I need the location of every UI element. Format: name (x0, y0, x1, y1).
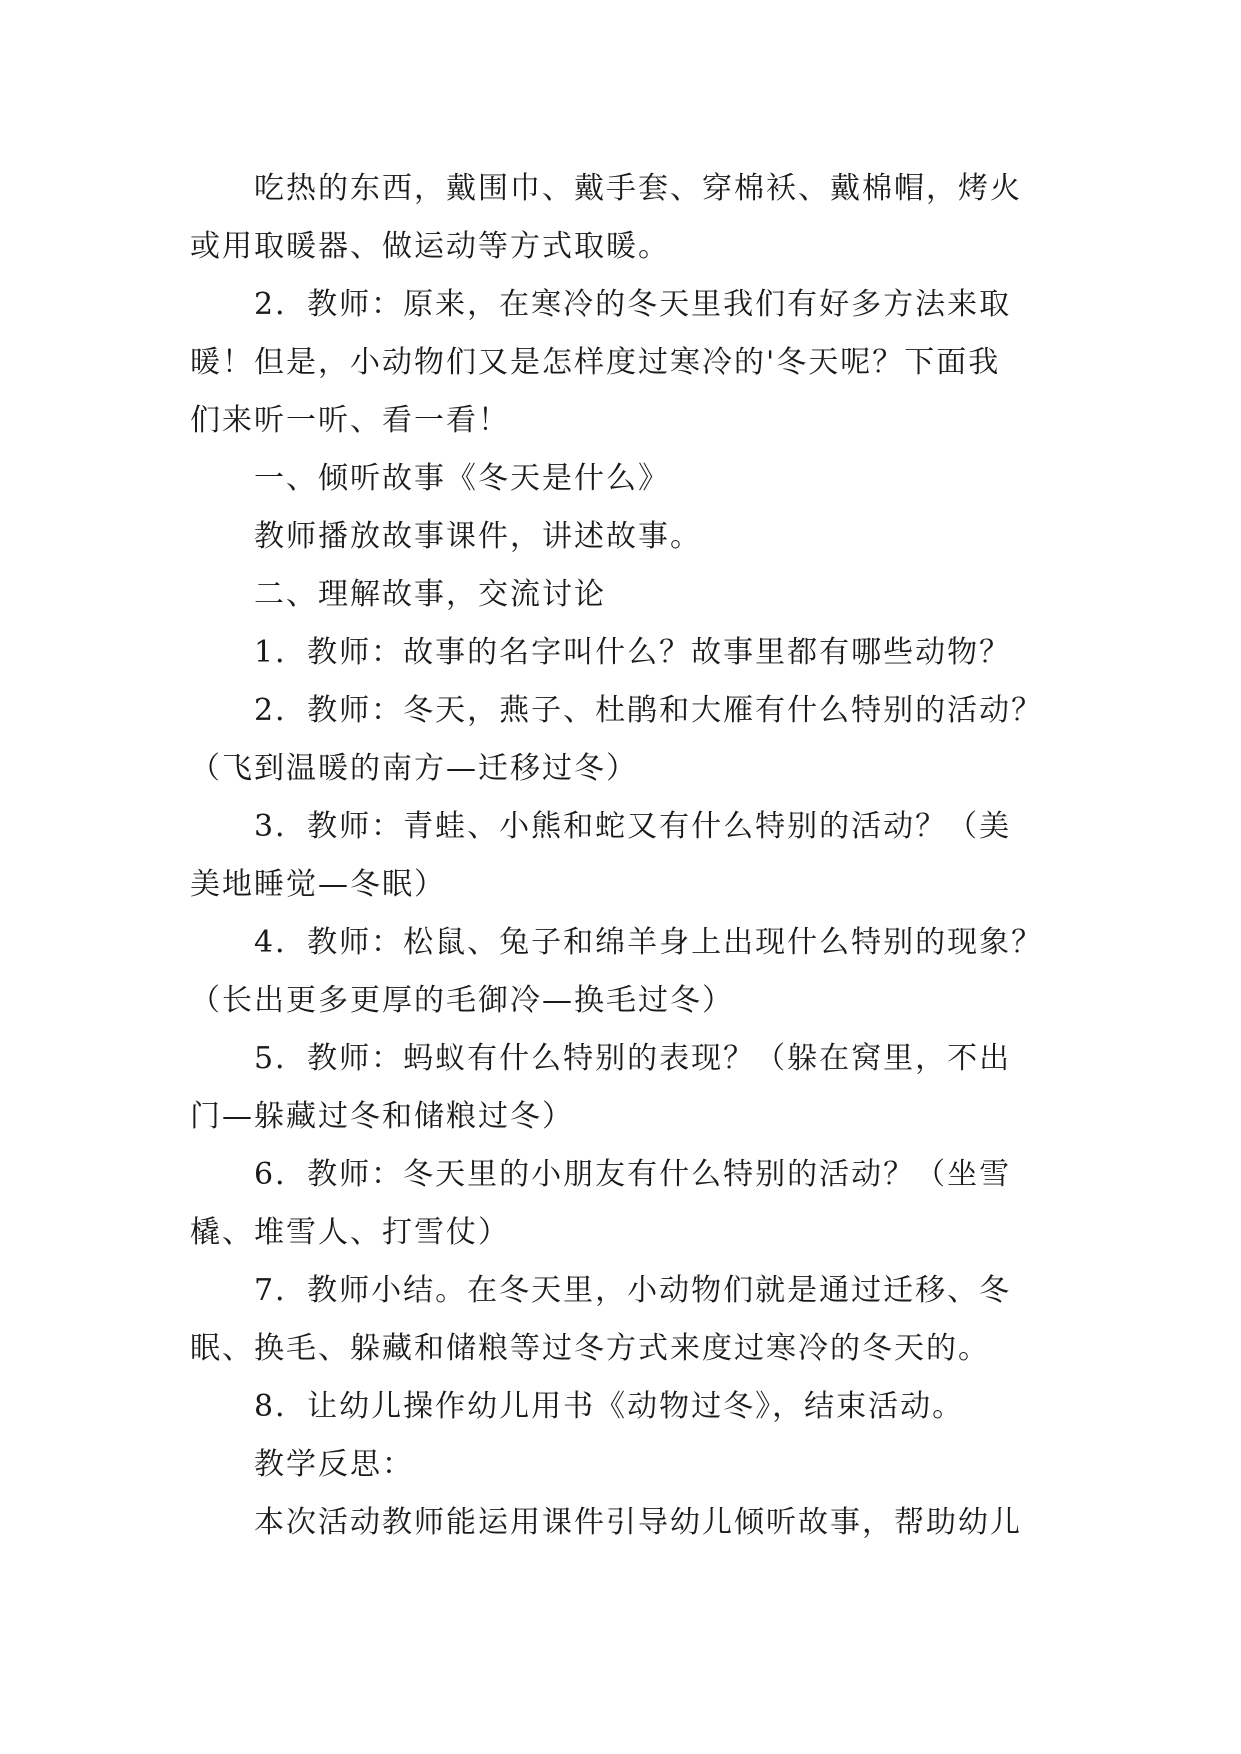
text-line: 美地睡觉—冬眠） (190, 867, 446, 902)
text-line: 教师播放故事课件，讲述故事。 (254, 519, 702, 554)
text-line: 8．让幼儿操作幼儿用书《动物过冬》，结束活动。 (254, 1389, 965, 1424)
text-line: 们来听一听、看一看！ (190, 403, 510, 438)
section-heading: 一、倾听故事《冬天是什么》 (254, 461, 670, 496)
text-line: 2．教师：原来，在寒冷的冬天里我们有好多方法来取 (254, 287, 1012, 322)
text-line: 4．教师：松鼠、兔子和绵羊身上出现什么特别的现象？ (254, 925, 1044, 960)
text-line: 橇、堆雪人、打雪仗） (190, 1215, 510, 1250)
text-line: 1．教师：故事的名字叫什么？故事里都有哪些动物？ (254, 635, 1012, 670)
text-line: 本次活动教师能运用课件引导幼儿倾听故事，帮助幼儿 (254, 1505, 1022, 1540)
document-body (190, 160, 1050, 1552)
text-line: （飞到温暖的南方—迁移过冬） (190, 751, 638, 786)
text-line: （长出更多更厚的毛御冷—换毛过冬） (190, 983, 734, 1018)
text-line: 暖！但是，小动物们又是怎样度过寒冷的'冬天呢？下面我 (190, 345, 1001, 380)
text-line: 门—躲藏过冬和储粮过冬） (190, 1099, 574, 1134)
text-line: 7．教师小结。在冬天里，小动物们就是通过迁移、冬 (254, 1273, 1012, 1308)
section-heading: 二、理解故事，交流讨论 (254, 577, 606, 612)
section-heading: 教学反思： (254, 1447, 414, 1482)
text-line: 吃热的东西，戴围巾、戴手套、穿棉袄、戴棉帽，烤火 (254, 171, 1022, 206)
text-line: 5．教师：蚂蚁有什么特别的表现？（躲在窝里，不出 (254, 1041, 1012, 1076)
text-line: 6．教师：冬天里的小朋友有什么特别的活动？（坐雪 (254, 1157, 1012, 1192)
text-line: 3．教师：青蛙、小熊和蛇又有什么特别的活动？（美 (254, 809, 1012, 844)
text-line: 眠、换毛、躲藏和储粮等过冬方式来度过寒冷的冬天的。 (190, 1331, 990, 1366)
text-line: 或用取暖器、做运动等方式取暖。 (190, 229, 670, 264)
text-line: 2．教师：冬天，燕子、杜鹃和大雁有什么特别的活动？ (254, 693, 1044, 728)
